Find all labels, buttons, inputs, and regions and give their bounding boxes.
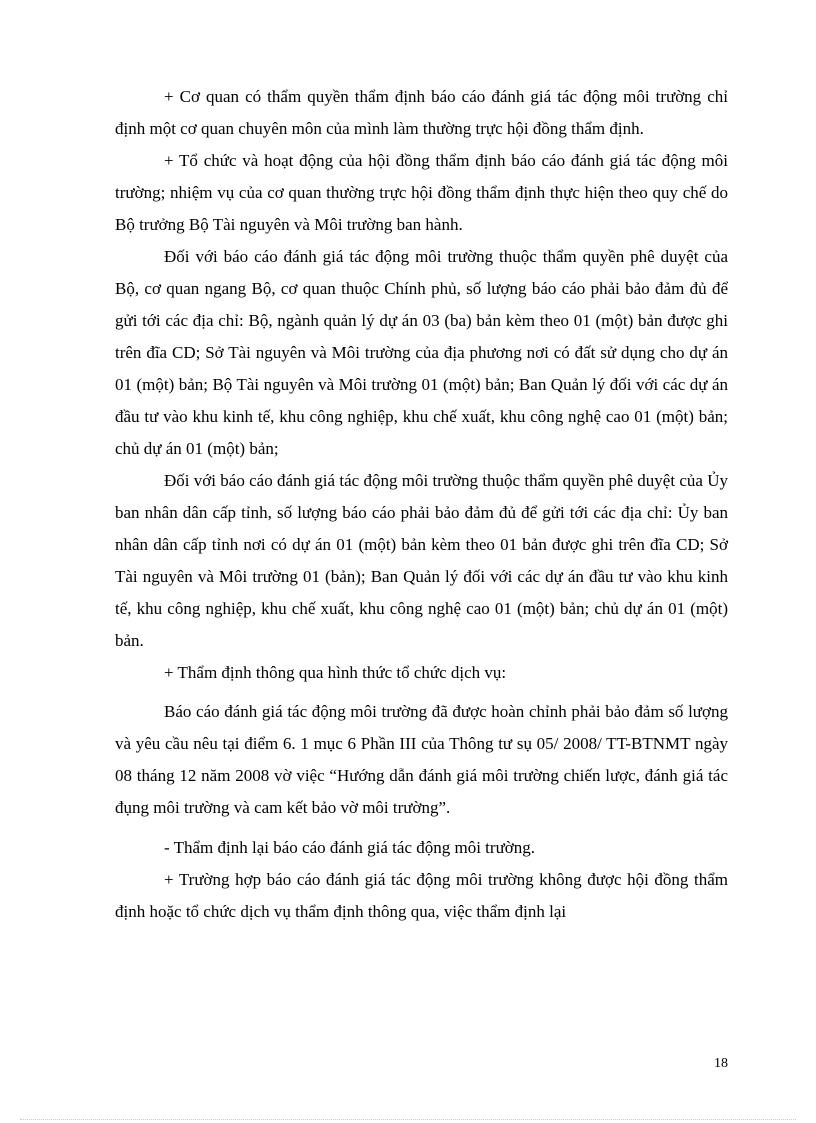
paragraph-reappraisal-body: + Trường hợp báo cáo đánh giá tác động môi trường không được hội đồng thẩm định hoặc tổ chức dịch vụ thẩm định thông qua, việc thẩm định lại <box>115 870 728 921</box>
paragraph-province-report-copies: Đối với báo cáo đánh giá tác động môi trường thuộc thẩm quyền phê duyệt của Ủy ban nhân dân cấp tỉnh, số lượng báo cáo phải bảo đảm đủ để gửi tới các địa chỉ: Ủy ban nhân dân cấp tỉnh nơi có dự án 01 (một) bản kèm theo 01 bản được ghi trên đĩa CD; Sở Tài nguyên và Môi trường 01 (bản); Ban Quản lý đối với các dự án đầu tư vào khu kinh tế, khu công nghiệp, khu chế xuất, khu công nghệ cao 01 (một) bản; chủ dự án 01 (một) bản. <box>115 471 728 650</box>
paragraph-ministry-report-copies: Đối với báo cáo đánh giá tác động môi trường thuộc thẩm quyền phê duyệt của Bộ, cơ quan ngang Bộ, cơ quan thuộc Chính phủ, số lượng báo cáo phải bảo đảm đủ để gửi tới các địa chỉ: Bộ, ngành quản lý dự án 03 (ba) bản kèm theo 01 (một) bản được ghi trên đĩa CD; Sở Tài nguyên và Môi trường của địa phương nơi có đất sử dụng cho dự án 01 (một) bản; Bộ Tài nguyên và Môi trường 01 (một) bản; Ban Quản lý đối với các dự án đầu tư vào khu kinh tế, khu công nghiệp, khu chế xuất, khu công nghệ cao 01 (một) bản; chủ dự án 01 (một) bản; <box>115 247 728 458</box>
paragraph-service-appraisal-heading: + Thẩm định thông qua hình thức tổ chức dịch vụ: <box>164 663 507 682</box>
body-text <box>115 81 728 928</box>
footer-divider <box>20 1119 796 1120</box>
paragraph-appraisal-authority: + Cơ quan có thẩm quyền thẩm định báo cáo đánh giá tác động môi trường chỉ định một cơ quan chuyên môn của mình làm thường trực hội đồng thẩm định. <box>115 87 728 138</box>
paragraph-reappraisal-heading: - Thẩm định lại báo cáo đánh giá tác động môi trường. <box>164 838 536 857</box>
page-number: 18 <box>714 1056 728 1071</box>
paragraph-service-appraisal-body: Báo cáo đánh giá tác động môi trường đã được hoàn chỉnh phải bảo đảm số lượng và yêu cầu nêu tại điểm 6. 1 mục 6 Phần III của Thông tư sụ 05/ 2008/ TT-BTNMT ngày 08 tháng 12 năm 2008 vờ việc “Hướng dẫn đánh giá môi trường chiến lược, đánh giá tác đụng môi trường và cam kết bảo vờ môi trường”. <box>115 702 728 817</box>
paragraph-council-organization: + Tổ chức và hoạt động của hội đồng thẩm định báo cáo đánh giá tác động môi trường; nhiệm vụ của cơ quan thường trực hội đồng thẩm định thực hiện theo quy chế do Bộ trưởng Bộ Tài nguyên và Môi trường ban hành. <box>115 151 728 234</box>
